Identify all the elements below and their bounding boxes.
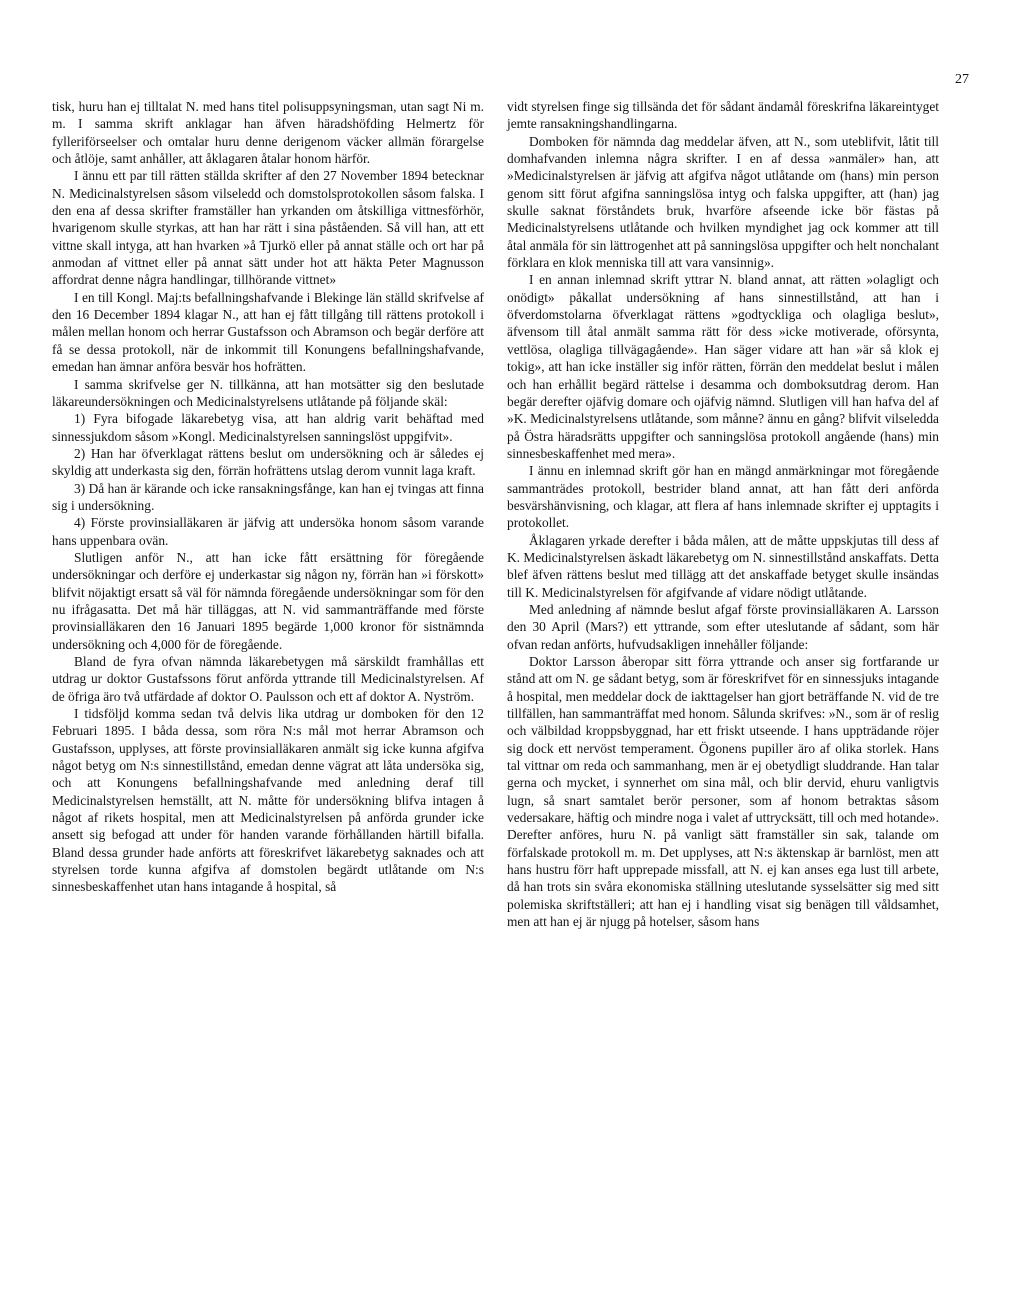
paragraph: I ännu en inlemnad skrift gör han en mängd anmärkningar mot föregående sammanträdes protokoll, bestrider bland annat, att han fått deri anförda besvärshänvisning, och klagar, att flera af hans inlemnade skrifter ej upptagits i protokollet. — [507, 463, 939, 531]
paragraph: Med anledning af nämnde beslut afgaf förste provinsialläkaren A. Larsson den 30 April (Mars?) ett yttrande, som efter uteslutande af sådant, som här ofvan redan anförts, hufvudsakligen innehåller följande: — [507, 601, 939, 652]
paragraph: Slutligen anför N., att han icke fått ersättning för föregående undersökningar och derföre ej underkastar sig någon ny, förrän han »i förskott» blifvit nöjaktigt ersatt så väl för nämnda föregående undersökningar som för den nu ifrågasatta. Det må här tilläggas, att N. vid sammanträffande med förste provinsialläkaren den 16 Januari 1895 begärde 1,000 kronor för sistnämnda undersökning och 4,000 för de föregående. — [52, 549, 484, 652]
paragraph: I samma skrifvelse ger N. tillkänna, att han motsätter sig den beslutade läkareundersökningen och Medicinalstyrelsens utlåtande på följande skäl: — [52, 376, 484, 409]
left-column — [52, 98, 484, 896]
list-item: 2) Han har öfverklagat rättens beslut om undersökning och är således ej skyldig att underkasta sig den, förrän hofrättens utslag derom vunnit laga kraft. — [52, 445, 484, 479]
paragraph: vidt styrelsen finge sig tillsända det för sådant ändamål föreskrifna läkareintyget jemte ransakningshandlingarna. — [507, 99, 939, 132]
page-number: 27 — [955, 72, 969, 87]
paragraph: I tidsföljd komma sedan två delvis lika utdrag ur domboken för den 12 Februari 1895. I båda dessa, som röra N:s mål mot herrar Abramson och Gustafsson, upplyses, att förste provinsialläkaren anmält sig icke kunna afgifva något betyg om N:s sinnestillstånd, emedan denne vägrat att låta undersöka sig, och att Konungens befallningshafvande med anledning deraf till Medicinalstyrelsen hemställt, att N. måtte för undersökning blifva intagen å något af rikets hospital, men att Medicinalstyrelsen på anförda grunder icke ansett sig befogad att under för handen varande förhållanden härtill bifalla. Bland dessa grunder hade anförts att föreskrifvet läkarebetyg saknades och att styrelsen torde kunna afgifva af domstolen begärdt utlåtande om N:s sinnesbeskaffenhet utan hans intagande å hospital, så — [52, 706, 484, 895]
paragraph: tisk, huru han ej tilltalat N. med hans titel polisuppsyningsman, utan sagt Ni m. m. I samma skrift anklagar han äfven häradshöfding Helmertz för fylleriförseelser och omtalar huru denne derigenom väcker allmän förargelse och åtlöje, samt anhåller, att åklagaren åtalar honom härför. — [52, 99, 484, 167]
paragraph: Doktor Larsson åberopar sitt förra yttrande och anser sig fortfarande ur stånd att om N. ge sådant betyg, som är föreskrifvet för en sinnessjuks intagande å hospital, men meddelar dock de iakttagelser han gjort beträffande N. vid de tre tillfällen, han sammanträffat med honom. Sålunda skrifves: »N., som är of reslig och välbildad kroppsbyggnad, har ett friskt utseende. I hans uppträdande röjer sig dock ett nervöst temperament. Ögonens pupiller äro af olika storlek. Hans tal vittnar om reda och sammanhang, men är ej obetydligt sluddrande. Han talar gerna och mycket, i synnerhet om sina mål, och blir dervid, ehuru vanligtvis lugn, så snart samtalet berör personer, som af honom betraktas såsom vedersakare, häftig och mindre noga i valet af uttrycksätt, till och med hotande». Derefter anföres, huru N. på vanligt sätt framställer sin sak, talande om förfalskade protokoll m. m. Det upplyses, att N:s äktenskap är barnlöst, men att hans hustru förr haft upprepade missfall, att N. ej kan anses ega lust till arbete, då han trots sin svåra ekonomiska ställning uteslutande sysselsätter sig med sitt polemiska skriftställeri; att han ej i handling visat sig benägen till våldsamhet, men att han ej är njugg på hotelser, såsom hans — [507, 654, 939, 930]
paragraph: Bland de fyra ofvan nämnda läkarebetygen må särskildt framhållas ett utdrag ur doktor Gustafssons förut anförda yttrande till Medicinalstyrelsen. Af de öfriga äro två utfärdade af doktor O. Paulsson och ett af doktor A. Nyström. — [52, 654, 484, 704]
paragraph: I en annan inlemnad skrift yttrar N. bland annat, att rätten »olagligt och onödigt» påkallat undersökning af hans sinnestillstånd, att han i öfverdomstolarna öfverklagat rättens »godtyckliga och olagliga beslut», äfvensom till åtal anmält samma rätt för dess »icke motiverade, oförsynta, vettlösa, olagliga tillvägagående». Han säger vidare att han »är så klok ej tokig», att han icke inställer sig inför rätten, förrän den meddelat beslut i målen och han erhållit begärd rättelse i desamma och domboksutdrag derom. Han begär derefter ojäfvig domare och ojäfvig nämnd. Slutligen vill han hafva del af »K. Medicinalstyrelsens utlåtande, som månne? ännu en gång? blifvit vilseledda på Östra häradsrätts uppgifter och sanningslösa protokoll angående (hans) min sinnesbeskaffenhet med mera». — [507, 272, 939, 461]
paragraph: Domboken för nämnda dag meddelar äfven, att N., som uteblifvit, låtit till domhafvanden inlemna några skrifter. I en af dessa »anmäler» han, att »Medicinalstyrelsen är jäfvig att afgifva något utlåtande om (hans) min person genom sitt förut afgifna sanningslösa intyg och falska uppgifter, att (han) jag skulle saknat förståndets bruk, hvarföre afseende icke bör fästas på Medicinalstyrelsens utlåtande och hvilken myndighet jag ock kommer att till åtal anmäla för sin lättrogenhet att på sanningslösa uppgifter och helt nonchalant förklara en klok menniska till att vara vansinnig». — [507, 133, 939, 271]
paragraph: Åklagaren yrkade derefter i båda målen, att de måtte uppskjutas till dess af K. Medicinalstyrelsen äskadt läkarebetyg om N. sinnestillstånd anskaffats. Detta blef äfven rättens beslut med tillägg att det anskaffade betyget skulle insändas till K. Medicinalstyrelsen för afgifvande af vidare nödigt utlåtande. — [507, 532, 939, 600]
list-item: 4) Förste provinsialläkaren är jäfvig att undersöka honom såsom varande hans uppenbara ovän. — [52, 515, 484, 548]
paragraph: I ännu ett par till rätten ställda skrifter af den 27 November 1894 betecknar N. Medicinalstyrelsen såsom vilseledd och domstolsprotokollen såsom falska. I den ena af dessa skrifter framställer han yrkanden om åtskilliga vittnesförhör, hvarigenom skulle styrkas, att han har rätt i sina påståenden. Så vill han, att ett vittne skall intyga, att han hvarken »å Tjurkö eller på annat ställe och ort har på anmodan af vittnet eller på annat sätt under hot att häkta Peter Magnusson affordrat denne några handlingar, tillhörande vittnet» — [52, 168, 484, 288]
right-column — [507, 98, 939, 931]
list-item: 1) Fyra bifogade läkarebetyg visa, att han aldrig varit behäftad med sinnessjukdom såsom »Kongl. Medicinalstyrelsen sanningslöst uppgifvit». — [52, 411, 484, 444]
list-item: 3) Då han är kärande och icke ransakningsfånge, kan han ej tvingas att finna sig i undersökning. — [52, 480, 484, 513]
paragraph: I en till Kongl. Maj:ts befallningshafvande i Blekinge län ställd skrifvelse af den 16 December 1894 klagar N., att han ej fått tillgång till rättens protokoll i målen mellan honom och herrar Gustafsson och Abramson och begär derföre att få se dessa protokoll, när de inkommit till Konungens befallningshafvande, emedan han ämnar anföra besvär hos hofrätten. — [52, 289, 484, 375]
